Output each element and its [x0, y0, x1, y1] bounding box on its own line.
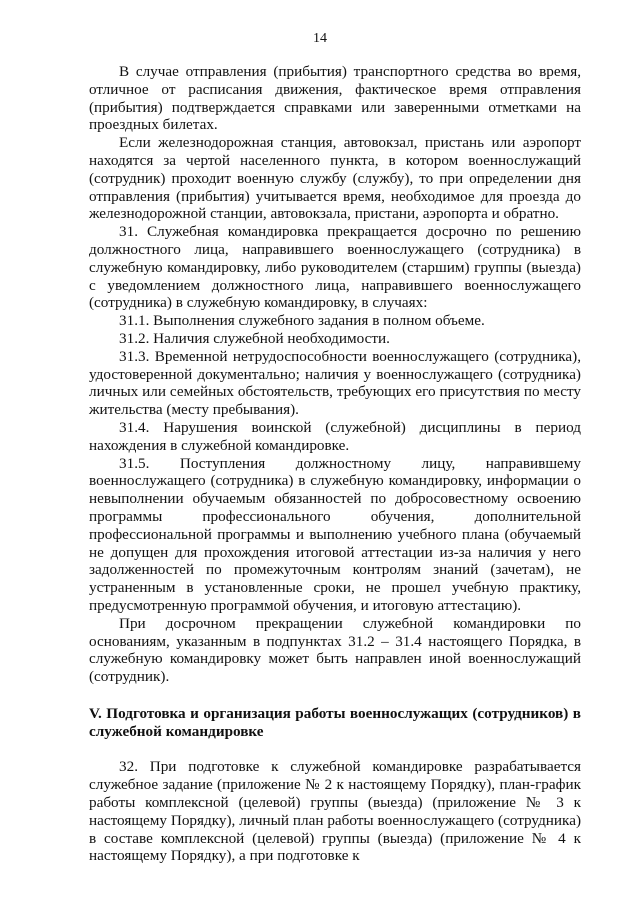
paragraph-clause-31-3: 31.3. Временной нетрудоспособности военнослужащего (сотрудника), удостоверенной документально; наличия у военнослужащего (сотрудника) личных или семейных обстоятельств, требующих его присутствия по месту жительства (месту пребывания). — [89, 347, 581, 419]
paragraph: В случае отправления (прибытия) транспортного средства во время, отличное от расписания движения, фактическое время отправления (прибытия) подтверждается справками или заверенными отметками на проездных билетах. — [89, 63, 581, 134]
paragraph-clause-31: 31. Служебная командировка прекращается досрочно по решению должностного лица, направившего военнослужащего (сотрудника) в служебную командировку, либо руководителем (старшим) группы (выезда) с уведомлением должностного лица, направившего военнослужащего (сотрудника) в служебную командировку, в случаях: — [89, 223, 581, 312]
section-heading: V. Подготовка и организация работы военнослужащих (сотрудников) в служебной командировке — [89, 704, 581, 740]
page-number: 14 — [313, 31, 327, 46]
document-body — [89, 63, 581, 865]
spacer — [89, 740, 581, 758]
paragraph-clause-31-1: 31.1. Выполнения служебного задания в полном объеме. — [119, 312, 485, 330]
paragraph: При досрочном прекращении служебной командировки по основаниям, указанным в подпунктах 31.2 – 31.4 настоящего Порядка, в служебную командировку может быть направлен иной военнослужащий (сотрудник). — [89, 614, 581, 686]
paragraph-clause-32: 32. При подготовке к служебной командировке разрабатывается служебное задание (приложение № 2 к настоящему Порядку), план-график работы комплексной (целевой) группы (выезда) (приложение № 3 к настоящему Порядку), личный план работы военнослужащего (сотрудника) в составе комплексной (целевой) группы (выезда) (приложение № 4 к настоящему Порядку), а при подготовке к — [89, 758, 581, 865]
paragraph-clause-31-5: 31.5. Поступления должностному лицу, направившему военнослужащего (сотрудника) в служебную командировку, информации о невыполнении обучаемым обязанностей по добросовестному освоению программы профессионального обучения, дополнительной профессиональной программы и выполнению учебного плана (обучаемый не допущен для прохождения итоговой аттестации из-за наличия у него задолженностей по промежуточным контролям знаний (зачетам), не устраненным в установленные сроки, не прошел учебную практику, предусмотренную программой обучения, и итоговую аттестацию). — [89, 454, 581, 614]
paragraph-clause-31-2: 31.2. Наличия служебной необходимости. — [119, 329, 390, 347]
paragraph: Если железнодорожная станция, автовокзал, пристань или аэропорт находятся за чертой населенного пункта, в котором военнослужащий (сотрудник) проходит военную службу (службу), то при определении дня отправления (прибытия) учитывается время, необходимое для проезда до железнодорожной станции, автовокзала, пристани, аэропорта и обратно. — [89, 134, 581, 223]
paragraph-clause-31-4: 31.4. Нарушения воинской (служебной) дисциплины в период нахождения в служебной командировке. — [89, 418, 581, 454]
